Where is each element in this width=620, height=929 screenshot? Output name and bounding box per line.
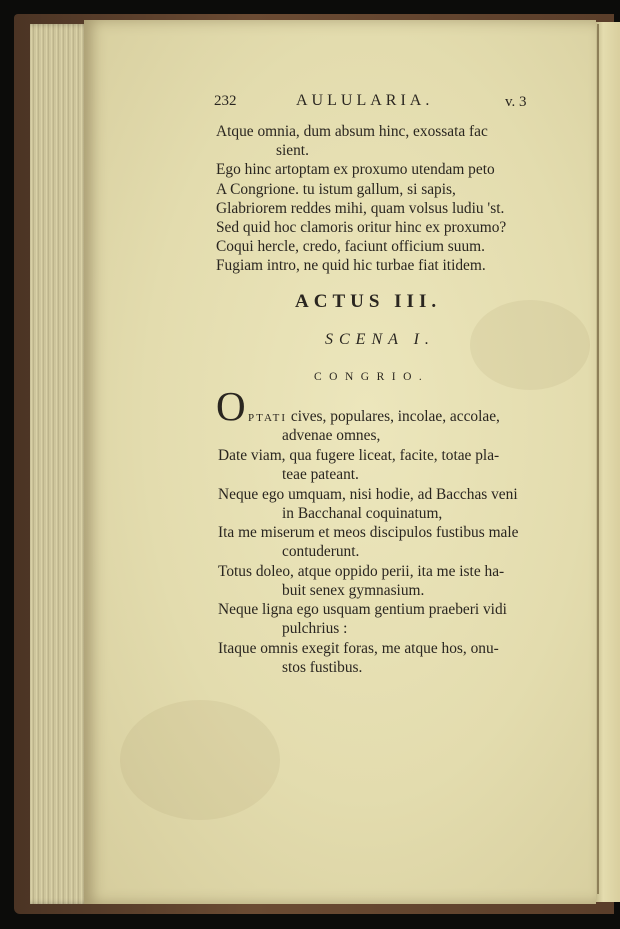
verse-line: Ego hinc artoptam ex proxumo utendam peto (216, 161, 495, 178)
act-heading: ACTUS III. (295, 291, 442, 312)
verse-line: Glabriorem reddes mihi, quam volsus ludiu 'st. (216, 200, 505, 217)
page-number: 232 (214, 93, 237, 109)
gutter-line (597, 24, 599, 894)
verse-line: advenae omnes, (282, 427, 381, 444)
verse-line: Sed quid hoc clamoris oritur hinc ex proxumo? (216, 219, 507, 236)
verse-line: sient. (276, 142, 309, 159)
verse-line: Itaque omnis exegit foras, me atque hos, onu- (218, 640, 499, 657)
running-title: AULULARIA. (296, 92, 434, 109)
verse-line: Totus doleo, atque oppido perii, ita me iste ha- (218, 563, 505, 580)
verse-marker: v. 3 (505, 94, 527, 110)
verse-line: Fugiam intro, ne quid hic turbae fiat itidem. (216, 257, 486, 274)
verse-line: Coqui hercle, credo, faciunt officium suum. (216, 238, 485, 255)
verse-line: Neque ligna ego usquam gentium praeberi vidi (218, 601, 507, 618)
first-word-smallcaps: PTATI (248, 412, 288, 424)
verse-line: in Bacchanal coquinatum, (282, 505, 443, 522)
page-stain (120, 700, 280, 820)
page-stain (470, 300, 590, 390)
verse-line: pulchrius : (282, 620, 348, 637)
verse-line: stos fustibus. (282, 659, 363, 676)
verse-line: teae pateant. (282, 466, 359, 483)
first-verse-rest: cives, populares, incolae, accolae, (287, 408, 500, 425)
verse-line: Ita me miserum et meos discipulos fustibus male (218, 524, 519, 541)
verse-line: contuderunt. (282, 543, 360, 560)
verse-line: A Congrione. tu istum gallum, si sapis, (216, 181, 456, 198)
facing-page-edge (596, 22, 620, 902)
scene-heading: SCENA I. (325, 331, 435, 348)
verse-line: Neque ego umquam, nisi hodie, ad Bacchas veni (218, 486, 518, 503)
drop-cap: O (216, 383, 246, 429)
verse-line: Atque omnia, dum absum hinc, exossata fac (216, 123, 488, 140)
page-edges (30, 24, 92, 904)
speaker-name: CONGRIO. (314, 371, 430, 383)
verse-line: Date viam, qua fugere liceat, facite, totae pla- (218, 447, 500, 464)
verse-line: buit senex gymnasium. (282, 582, 425, 599)
first-verse-line (248, 407, 500, 428)
